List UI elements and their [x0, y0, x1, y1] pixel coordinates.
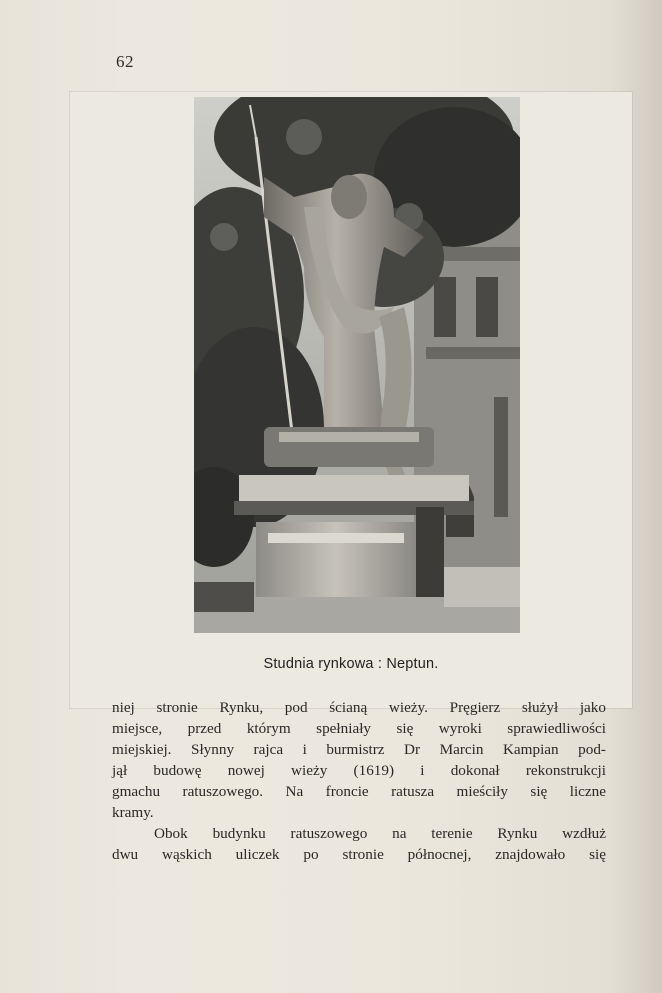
page-number: 62: [116, 52, 134, 71]
text-line: kramy.: [112, 804, 154, 821]
text-line: gmachu ratuszowego. Na froncie ratusza mieściły się liczne: [112, 783, 606, 800]
neptune-statue-photo: [194, 97, 520, 633]
text-line: miejskiej. Słynny rajca i burmistrz Dr Marcin Kampian pod-: [112, 741, 606, 758]
body-text: [112, 697, 606, 865]
photo-caption: Studnia rynkowa : Neptun.: [263, 656, 439, 672]
text-line: miejsce, przed którym spełniały się wyroki sprawiedliwości: [112, 720, 606, 737]
text-line: dwu wąskich uliczek po stronie północnej, znajdowało się: [112, 846, 606, 863]
text-line: niej stronie Rynku, pod ścianą wieży. Pręgierz służył jako: [112, 699, 606, 716]
text-line: jął budowę nowej wieży (1619) i dokonał rekonstrukcji: [112, 762, 606, 779]
text-line: Obok budynku ratuszowego na terenie Rynku wzdłuż: [154, 825, 606, 842]
